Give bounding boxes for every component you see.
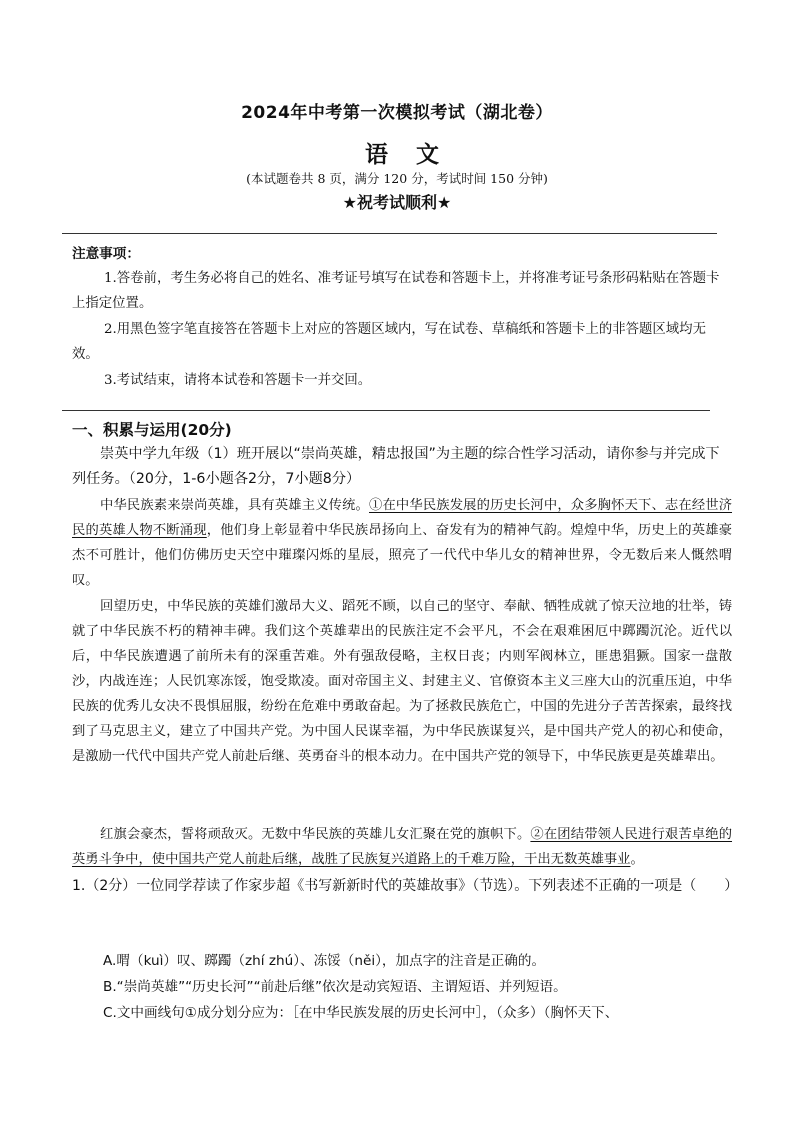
note-item: 2.用黑色签字笔直接答在答题卡上对应的答题区域内，写在试卷、草稿纸和答题卡上的非答题区域均无效。 [72,322,706,362]
passage-paragraph-2: 回望历史，中华民族的英雄们激昂大义、蹈死不顾，以自己的坚守、奉献、牺牲成就了惊天泣地的壮举，铸就了中华民族不朽的精神丰碑。我们这个英雄辈出的民族注定不会平凡，不会在艰难困厄中踯躅沉沦。近代以后，中华民族遭遇了前所未有的深重苦难。外有强敌侵略，主权日丧；内则军阀林立，匪患猖獗。国家一盘散沙，内战连连；人民饥寒冻馁，饱受欺凌。面对帝国主义、封建主义、官僚资本主义三座大山的沉重压迫，中华民族的优秀儿女决不畏惧屈服，纷纷在危难中勇敢奋起。为了拯救民族危亡，中国的先进分子苦苦探索，最终找到了马克思主义，建立了中国共产党。为中国人民谋幸福，为中华民族谋复兴，是中国共产党人的初心和使命，是激励一代代中国共产党人前赴后继、英勇奋斗的根本动力。在中国共产党的领导下，中华民族更是英雄辈出。 [72,599,732,764]
passage-text: 中华民族素来崇尚英雄，具有英雄主义传统。 [100,498,370,513]
note-item: 1.答卷前，考生务必将自己的姓名、准考证号填写在试卷和答题卡上，并将准考证号条形码粘贴在答题卡上指定位置。 [72,271,720,311]
question-1-option-c: C.文中画线句①成分划分应为：［在中华民族发展的历史长河中］，（众多）（胸怀天下、 [103,1005,619,1021]
section-intro: 崇英中学九年级（1）班开展以“崇尚英雄，精忠报国”为主题的综合性学习活动，请你参与并完成下列任务。（20分，1-6小题各2分，7小题8分） [72,446,720,487]
blessing-line: ★祝考试顺利★ [342,193,452,212]
passage-text: 。 [630,852,644,867]
divider-top [62,233,717,234]
exam-info: (本试题卷共 8 页，满分 120 分，考试时间 150 分钟) [246,171,548,186]
section-heading: 一、积累与运用(20分) [72,421,232,439]
question-1-option-b: B.“崇尚英雄”“历史长河”“前赴后继”依次是动宾短语、主谓短语、并列短语。 [103,979,567,995]
question-1-option-a: A.喟（kuì）叹、踯躅（zhí zhú）、冻馁（něi），加点字的注音是正确的。 [103,953,546,969]
passage-paragraph-3 [72,822,732,872]
underlined-sentence-1: ①在中华民族发展的历史长河中，众多胸怀天下、志在经世济民的英雄人物不断涌现 [72,498,733,538]
question-1-stem: 1.（2分）一位同学荐读了作家步超《书写新新时代的英雄故事》（节选）。下列表述不正确的一项是（ ） [72,878,739,894]
underlined-sentence-2: ②在团结带领人民进行艰苦卓绝的英勇斗争中，使中国共产党人前赴后继，战胜了民族复兴道路上的千难万险，干出无数英雄事业 [72,827,733,867]
subject-title: 语 文 [364,142,449,168]
passage-text: 红旗会豪杰，誓将顽敌灭。无数中华民族的英雄儿女汇聚在党的旗帜下。 [100,827,531,842]
passage-text: ，他们身上彰显着中华民族昂扬向上、奋发有为的精神气韵。煌煌中华，历史上的英雄豪杰不可胜计，他们仿佛历史天空中璀璨闪烁的星辰，照亮了一代代中华儿女的精神世界，令无数后来人慨然喟叹。 [72,523,733,588]
divider-notes [62,410,710,411]
exam-title: 2024年中考第一次模拟考试（湖北卷） [241,103,553,123]
notes-heading: 注意事项： [72,246,140,262]
note-item: 3.考试结束，请将本试卷和答题卡一并交回。 [104,373,372,388]
passage-paragraph-1 [72,493,732,593]
